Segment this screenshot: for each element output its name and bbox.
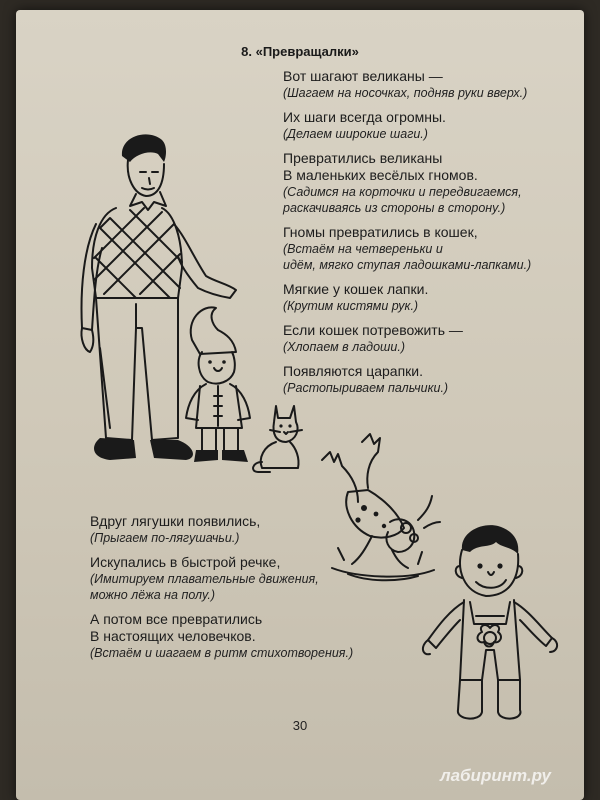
stanza-gap (283, 273, 531, 281)
stanza-gap (283, 314, 531, 322)
stage-direction: (Прыгаем по-лягушачьи.) (90, 531, 240, 545)
stanza-gap (90, 603, 353, 611)
poem-line: Появляются царапки. (283, 363, 424, 379)
stanza-gap (283, 142, 531, 150)
poem-line: Их шаги всегда огромны. (283, 109, 446, 125)
page-number: 30 (292, 718, 308, 733)
poem-line: Мягкие у кошек лапки. (283, 281, 429, 297)
poem-top (283, 68, 531, 396)
stage-direction: (Растопыриваем пальчики.) (283, 381, 449, 395)
stanza-gap (283, 216, 531, 224)
poem-line: Если кошек потревожить — (283, 322, 463, 338)
poem-line: Вот шагают великаны — (283, 68, 443, 84)
stage-direction: (Встаём и шагаем в ритм стихотворения.) (90, 646, 354, 660)
poem-line: Гномы превратились в кошек, (283, 224, 478, 240)
stage-direction: (Крутим кистями рук.) (283, 299, 419, 313)
cat-illustration (248, 402, 308, 474)
stanza-gap (90, 546, 353, 554)
stanza-gap (283, 355, 531, 363)
little-boy-illustration (420, 520, 560, 730)
poem-line: Превратились великаны (283, 150, 443, 166)
poem-line: Вдруг лягушки появились, (90, 513, 261, 529)
stage-direction: (Встаём на четвереньки и (283, 242, 443, 256)
stage-direction: (Имитируем плавательные движения, (90, 572, 319, 586)
stage-direction: (Шагаем на носочках, подняв руки вверх.) (283, 86, 528, 100)
poem-line: Искупались в быстрой речке, (90, 554, 281, 570)
poem-line: А потом все превратились (90, 611, 263, 627)
poem-bottom (90, 513, 353, 661)
poem-line: В маленьких весёлых гномов. (283, 167, 478, 183)
stage-direction: идём, мягко ступая ладошками-лапками.) (283, 258, 532, 272)
stage-direction: (Садимся на корточки и передвигаемся, (283, 185, 522, 199)
site-watermark: лабиринт.ру (440, 766, 551, 785)
stage-direction: раскачиваясь из стороны в сторону.) (283, 201, 506, 215)
page-title: 8. «Превращалки» (241, 44, 359, 59)
stanza-gap (283, 101, 531, 109)
poem-line: В настоящих человечков. (90, 628, 256, 644)
stage-direction: (Хлопаем в ладоши.) (283, 340, 406, 354)
stage-direction: (Делаем широкие шаги.) (283, 127, 428, 141)
stage-direction: можно лёжа на полу.) (90, 588, 215, 602)
